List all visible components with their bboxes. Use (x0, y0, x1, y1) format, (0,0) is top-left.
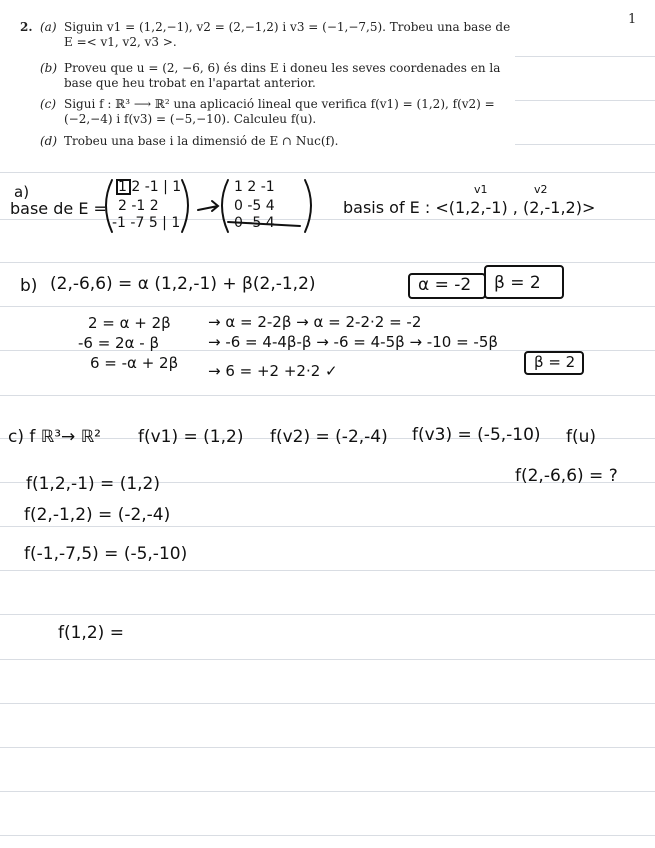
c-fv3: f(v3) = (-5,-10) (412, 425, 541, 445)
part-b-label: (b) (40, 61, 58, 75)
matrix1-right-paren (182, 180, 188, 232)
b-step-3: → 6 = +2 +2·2 ✓ (208, 362, 338, 380)
part-c-text: Sigui f : ℝ³ ⟶ ℝ² una aplicació lineal que verifica f(v1) = (1,2), f(v2) = (−2,−4) i f(v3) = (−5,−10). Calculeu f(u). (64, 97, 495, 126)
matrix2-row3: 0 -5 4 (234, 215, 275, 231)
c-fv2: f(v2) = (-2,-4) (270, 427, 388, 447)
note-a-label: a) (14, 183, 30, 201)
c-line-2: f(2,-1,2) = (-2,-4) (24, 505, 171, 525)
b-system-1: 2 = α + 2β (88, 314, 171, 332)
matrix1-row1: 1 2 -1 | 1 (118, 179, 182, 195)
matrix1-row2: 2 -1 2 (118, 198, 159, 214)
b-step-1: → α = 2-2β → α = 2-2·2 = -2 (208, 313, 422, 331)
b-system-2: -6 = 2α - β (78, 334, 160, 352)
matrix2-left-paren (222, 180, 228, 232)
part-d-text: Trobeu una base i la dimensió de E ∩ Nuc(f). (64, 134, 339, 148)
matrix2-right-paren (305, 180, 311, 232)
part-b-text: Proveu que u = (2, −6, 6) és dins E i doneu les seves coordenades en la base que heu trobat en l'apartat anterior. (64, 61, 501, 90)
note-a-base: base de E = (10, 199, 107, 218)
part-a-label: (a) (40, 20, 57, 34)
arrow-a (198, 201, 218, 211)
c-line-3: f(-1,-7,5) = (-5,-10) (24, 544, 188, 564)
matrix1-row3: -1 -7 5 | 1 (112, 215, 181, 231)
c-fv1: f(v1) = (1,2) (138, 427, 244, 447)
b-system-3: 6 = -α + 2β (90, 354, 179, 372)
b-equation: (2,-6,6) = α (1,2,-1) + β(2,-1,2) (50, 274, 316, 294)
part-d-label: (d) (40, 134, 58, 148)
matrix2-row2: 0 -5 4 (234, 198, 275, 214)
matrix2-row1: 1 2 -1 (234, 179, 275, 195)
note-b-label: b) (20, 276, 38, 296)
problem-number: 2. (20, 20, 33, 34)
c-fu: f(u) (566, 427, 597, 447)
part-c-label: (c) (40, 97, 57, 111)
v2-label: v2 (534, 183, 548, 196)
v1-label: v1 (474, 183, 488, 196)
basis-result: basis of E : <(1,2,-1) , (2,-1,2)> (343, 198, 596, 217)
beta-final: β = 2 (534, 353, 576, 371)
b-step-2: → -6 = 4-4β-β → -6 = 4-5β → -10 = -5β (208, 333, 498, 351)
part-a-text: Siguin v1 = (1,2,−1), v2 = (2,−1,2) i v3 = (−1,−7,5). Trobeu una base de E =< v1, v2, v3 >. (64, 20, 511, 49)
c-line-1: f(1,2,-1) = (1,2) (26, 474, 160, 494)
alpha-value: α = -2 (418, 275, 472, 295)
page-number: 1 (628, 12, 637, 27)
c-fu-question: f(2,-6,6) = ? (515, 466, 618, 486)
c-line-4: f(1,2) = (58, 623, 124, 643)
note-c-label: c) f ℝ³→ ℝ² (8, 427, 101, 447)
beta-value: β = 2 (494, 273, 541, 293)
